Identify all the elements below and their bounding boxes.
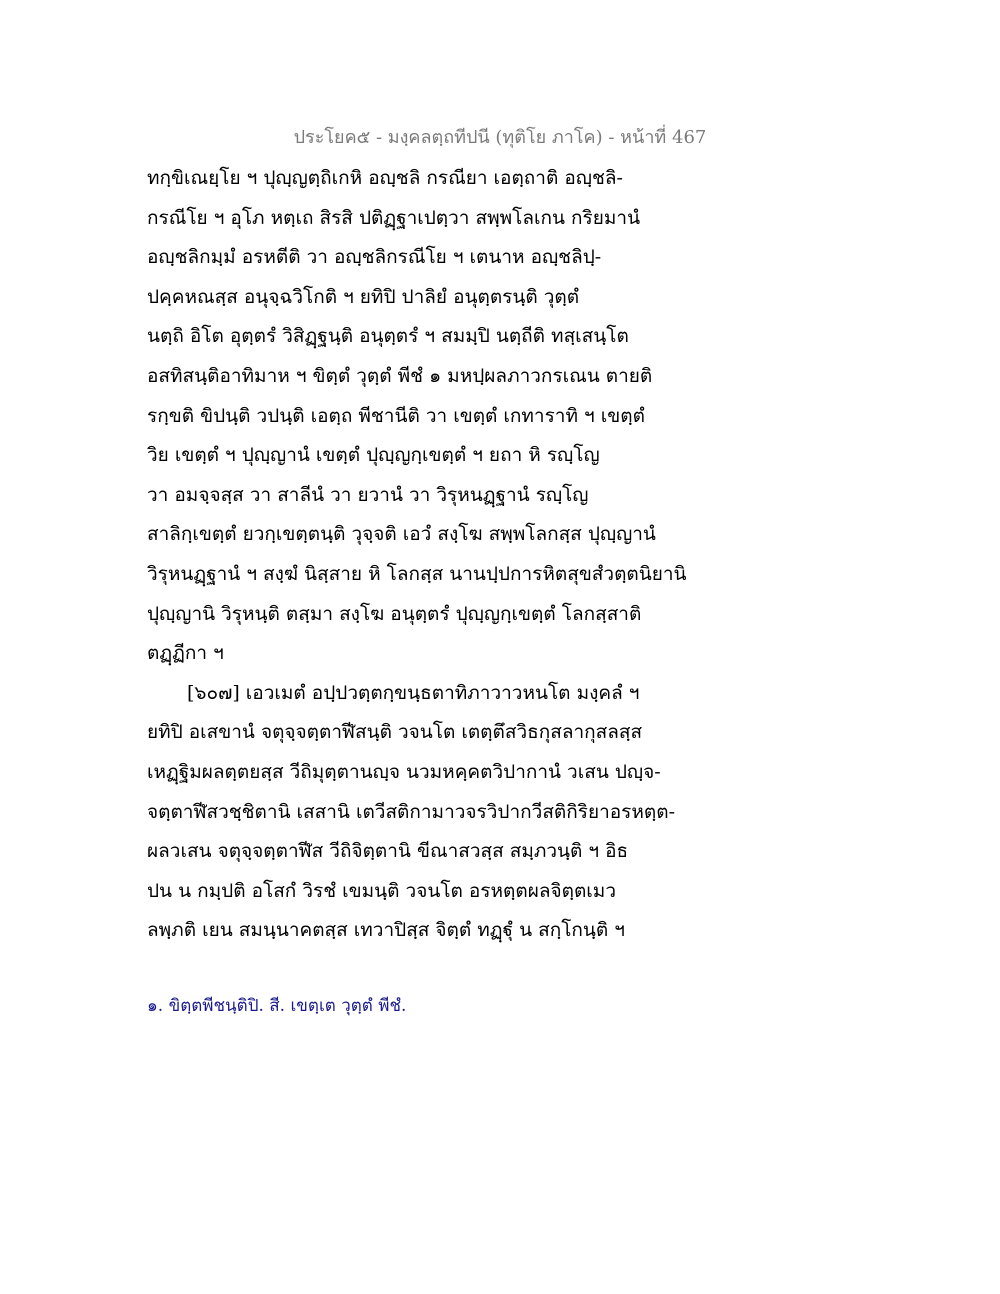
text-line: รกฺขติ ขิปนฺติ วปนฺติ เอตฺถ พีชานีติ วา เขตฺตํ เกทาราทิ ฯ เขตฺตํ (147, 404, 645, 427)
text-line: ผลวเสน จตุจฺจตฺตาฬีส วีถิจิตฺตานิ ขีณาสวสฺส สมฺภวนฺติ ฯ อิธ (147, 840, 629, 863)
text-line: ปน น กมฺปติ อโสกํ วิรชํ เขมนฺติ วจนโต อรหตฺตผลจิตฺตเมว (147, 879, 616, 902)
text-line: ลพฺภติ เยน สมนฺนาคตสฺส เทวาปิสฺส จิตฺตํ ทฏฺฐุํ น สกฺโกนฺติ ฯ (147, 919, 625, 942)
text-line: นตฺถิ อิโต อุตฺตรํ วิสิฏฺฐนฺติ อนุตฺตรํ ฯ สมมฺปิ นตฺถีติ ทสฺเสนฺโต (147, 325, 629, 348)
text-line: ทกฺขิเณยฺโย ฯ ปุญฺญตฺถิเกหิ อญฺชลิ กรณียา เอตฺถาติ อญฺชลิ- (147, 167, 623, 189)
text-line: วิรุหนฏฺฐานํ ฯ สงฺฆํ นิสฺสาย หิ โลกสฺส นานปฺปการหิตสุขสํวตฺตนิยานิ (147, 562, 687, 585)
text-line: วา อมจฺจสฺส วา สาลีนํ วา ยวานํ วา วิรุหนฏฺฐานํ รญฺโญ (147, 483, 589, 506)
text-line: ปุญฺญานิ วิรุหนฺติ ตสฺมา สงฺโฆ อนุตฺตรํ ปุญฺญกฺเขตฺตํ โลกสฺสาติ (147, 602, 642, 625)
text-line: จตฺตาฬีสวชฺชิตานิ เสสานิ เตวีสติกามาวจรวิปากวีสติกิริยาอรหตฺต- (147, 800, 676, 823)
body-text (147, 159, 867, 951)
footnote: ๑. ขิตฺตพีชนฺติปิ. สี. เขตฺเต วุตฺตํ พีชํ. (147, 996, 407, 1016)
text-line: อสทิสนฺติอาทิมาห ฯ ขิตฺตํ วุตฺตํ พีชํ ๑ มหปฺผลภาวกรเณน ตายติ (147, 364, 653, 387)
text-line: อญฺชลิกมฺมํ อรหตีติ วา อญฺชลิกรณีโย ฯ เตนาห อญฺชลิปฺ- (147, 246, 602, 269)
text-line: ปคฺคหณสฺส อนุจฺฉวิโกติ ฯ ยทิปิ ปาลิยํ อนุตฺตรนฺติ วุตฺตํ (147, 285, 580, 308)
running-header: ประโยค๕ - มงฺคลตฺถทีปนี (ทุติโย ภาโค) - หน้าที่ 467 (293, 127, 707, 148)
text-line: ตฏฺฏีกา ฯ (147, 642, 224, 665)
text-line: ยทิปิ อเสขานํ จตุจฺจตฺตาฬีสนฺติ วจนโต เตตฺตึสวิธกุสลากุสลสฺส (147, 721, 643, 744)
paragraph-start-line: [๖๐๗] เอวเมตํ อปฺปวตฺตกฺขนฺธตาทิภาวาวหนโต มงฺคลํ ฯ (187, 681, 640, 704)
text-line: กรณีโย ฯ อุโภ หตฺเถ สิรสิ ปติฏฺฐาเปตฺวา สพฺพโลเกน กริยมานํ (147, 206, 641, 229)
text-line: เหฏฺฐิมผลตฺตยสฺส วีถิมุตฺตานญฺจ นวมหคฺคตวิปากานํ วเสน ปญฺจ- (147, 760, 661, 783)
text-line: วิย เขตฺตํ ฯ ปุญฺญานํ เขตฺตํ ปุญฺญกฺเขตฺตํ ฯ ยถา หิ รญฺโญ (147, 444, 600, 467)
text-line: สาลิกฺเขตฺตํ ยวกฺเขตฺตนฺติ วุจฺจติ เอวํ สงฺโฆ สพฺพโลกสฺส ปุญฺญานํ (147, 523, 656, 546)
